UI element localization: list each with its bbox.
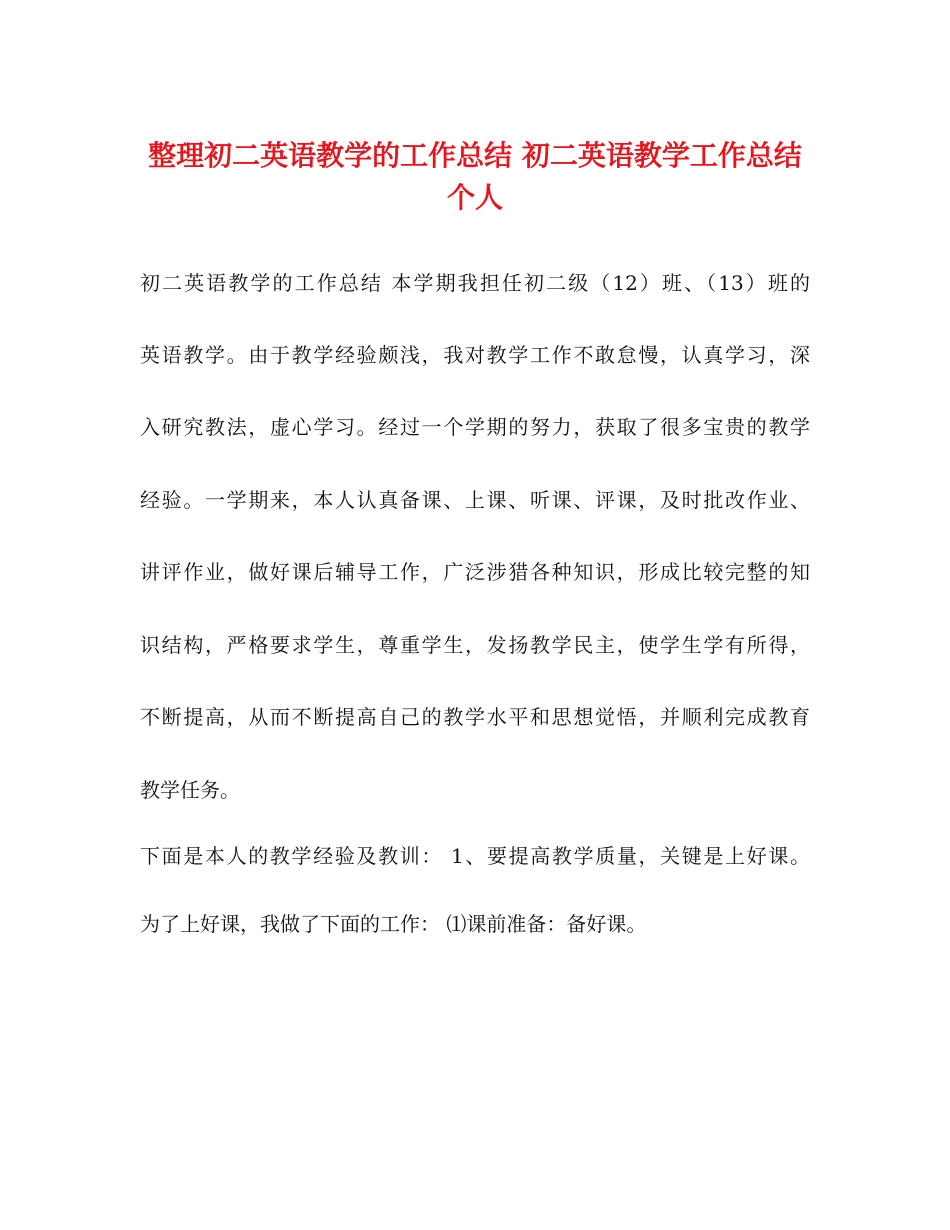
- paragraph-line: 识结构，严格要求学生，尊重学生，发扬教学民主，使学生学有所得，: [140, 633, 810, 657]
- paragraph-line: 讲评作业，做好课后辅导工作，广泛涉猎各种知识，形成比较完整的知: [140, 560, 810, 584]
- paragraph-line: 为了上好课，我做了下面的工作： ⑴课前准备：备好课。: [140, 912, 647, 936]
- paragraph-line: 经验。一学期来，本人认真备课、上课、听课、评课，及时批改作业、: [140, 488, 810, 512]
- paragraph-line: 初二英语教学的工作总结 本学期我担任初二级（12）班、（13）班的: [140, 271, 810, 295]
- paragraph-line: 不断提高，从而不断提高自己的教学水平和思想觉悟，并顺利完成教育: [140, 705, 810, 729]
- paragraph-line: 下面是本人的教学经验及教训： 1、要提高教学质量，关键是上好课。: [140, 844, 810, 868]
- document-title-line-2: 个人: [446, 181, 503, 214]
- paragraph-line: 英语教学。由于教学经验颇浅，我对教学工作不敢怠慢，认真学习，深: [140, 343, 810, 367]
- paragraph-line: 入研究教法，虚心学习。经过一个学期的努力，获取了很多宝贵的教学: [140, 415, 810, 439]
- document-title-line-1: 整理初二英语教学的工作总结 初二英语教学工作总结: [148, 139, 802, 172]
- paragraph-line: 教学任务。: [140, 778, 240, 802]
